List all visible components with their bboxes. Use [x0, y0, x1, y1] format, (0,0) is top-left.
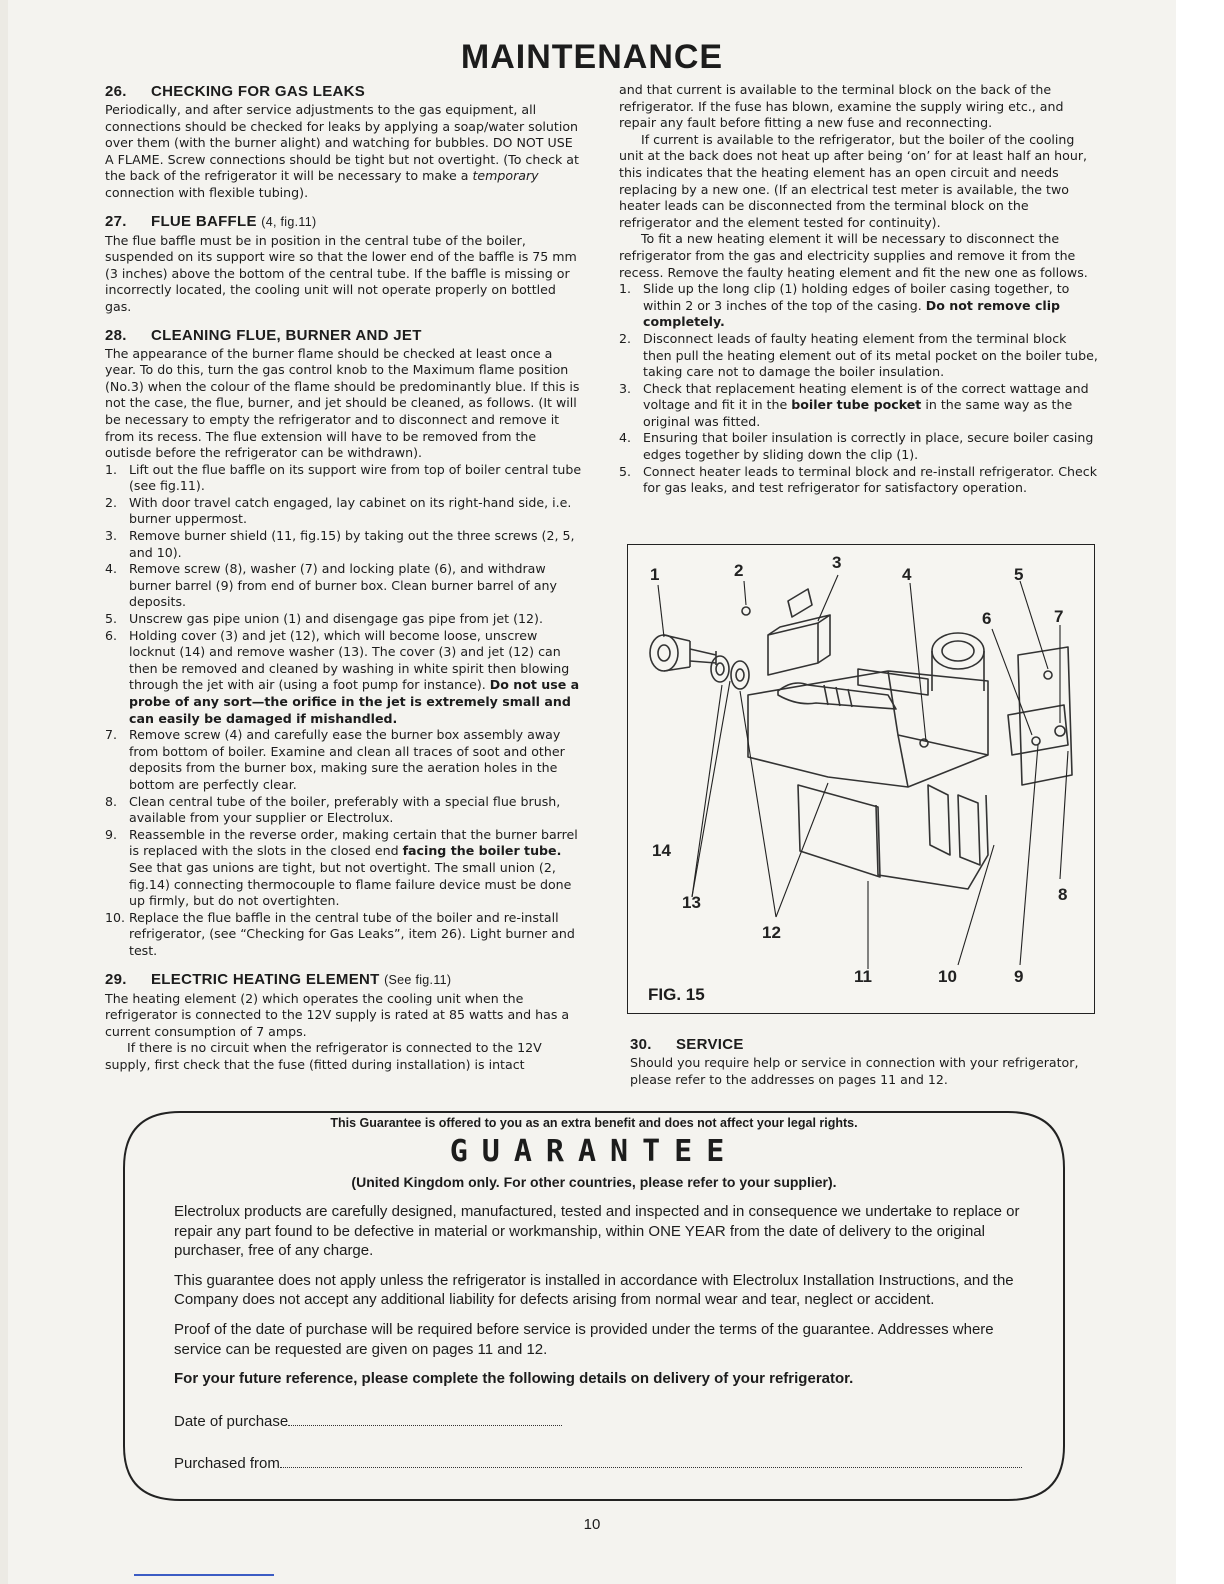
right-column — [619, 82, 1099, 497]
callout-10: 10 — [938, 967, 957, 986]
steps-list — [105, 462, 583, 960]
page-title: MAINTENANCE — [460, 38, 724, 76]
list-item: 3. Check that replacement heating element is of the correct wattage and voltage and fit it in the boiler tube pocket in the same way as the original was fitted. — [619, 380, 1089, 429]
guarantee-paragraph: Proof of the date of purchase will be required before service is provided under the terms of the guarantee. Addresses where service can be requested are given on pages 11 and 12. — [174, 1320, 994, 1358]
section-heading: 26. CHECKING FOR GAS LEAKS — [105, 83, 366, 100]
list-item: 1. Lift out the flue baffle on its support wire from top of boiler central tube (see fig.11). — [105, 461, 582, 494]
section-heading: 28. CLEANING FLUE, BURNER AND JET — [105, 326, 422, 344]
date-of-purchase-label: Date of purchase — [174, 1412, 289, 1430]
guarantee-paragraph: Electrolux products are carefully designed, manufactured, tested and inspected and in consequence we undertake to replace or repair any part found to be defective in material or workmanship, within ONE YEAR from the date of delivery to the original purchaser, free of any charge. — [174, 1203, 1020, 1260]
guarantee-box — [120, 1106, 1068, 1504]
section-text: If there is no circuit when the refrigerator is connected to the 12V supply, first check that the fuse (fitted during installation) is intact — [105, 1040, 542, 1072]
left-column — [105, 82, 583, 1073]
list-item: 2. Disconnect leads of faulty heating element from the terminal block then pull the heating element out of its metal pocket on the boiler tube, taking care not to damage the boiler insulation. — [619, 330, 1098, 380]
list-item: 4. Remove screw (8), washer (7) and locking plate (6), and withdraw burner barrel (9) from end of burner box. Clean burner barrel of any deposits. — [105, 561, 557, 610]
section-heading: 27. FLUE BAFFLE (4, fig.11) — [105, 212, 317, 230]
list-item: 2. With door travel catch engaged, lay cabinet on its right-hand side, i.e. burner uppermost. — [105, 494, 572, 527]
list-item: 5. Unscrew gas pipe union (1) and disengage gas pipe from jet (12). — [105, 611, 543, 627]
section-text: Periodically, and after service adjustments to the gas equipment, all connections should be checked for leaks by applying a soap/water solution over them (with the burner alight) and watching for bubbles. DO NOT USE A FLAME. Screw connections should be tight but not overtight. (To check at the back of the refrigerator it will be necessary to make a temporary connection with flexible tubing). — [105, 102, 579, 200]
callout-7: 7 — [1054, 607, 1064, 626]
manual-page — [8, 0, 1176, 1584]
callout-5: 5 — [1014, 565, 1024, 584]
callout-6: 6 — [982, 609, 992, 628]
section-29 — [105, 970, 583, 1074]
callout-14: 14 — [652, 841, 671, 860]
guarantee-title: GUARANTEE — [449, 1134, 739, 1169]
callout-9: 9 — [1014, 967, 1024, 986]
callout-11: 11 — [854, 967, 872, 986]
purchased-from-field[interactable] — [174, 1453, 1034, 1474]
purchased-from-line[interactable] — [280, 1453, 1022, 1468]
section-26 — [105, 82, 583, 202]
section-text: The heating element (2) which operates the cooling unit when the refrigerator is connected to the 12V supply is rated at 85 watts and has a current consumption of 7 amps. — [105, 990, 570, 1039]
section-27 — [105, 212, 583, 316]
list-item: 3. Remove burner shield (11, fig.15) by taking out the three screws (2, 5, and 10). — [105, 528, 575, 560]
page-number: 10 — [583, 1516, 601, 1533]
section-28 — [105, 326, 583, 960]
date-of-purchase-field[interactable] — [174, 1411, 1034, 1432]
guarantee-instruction: For your future reference, please complete the following details on delivery of your refrigerator. — [174, 1370, 854, 1388]
callout-12: 12 — [762, 923, 781, 942]
section-text: Should you require help or service in connection with your refrigerator, please refer to the addresses on pages 11 and 12. — [630, 1055, 1079, 1087]
section-text: If current is available to the refrigerator, but the boiler of the cooling unit at the back does not heat up after being ‘on’ for at least half an hour, this indicates that the heating element has an open circuit and needs replacing by a new one. (If an electrical test meter is available, the two heater leads can be disconnected from the terminal block on the refrigerator and the element tested for continuity). — [619, 131, 1088, 230]
guarantee-paragraph: This guarantee does not apply unless the refrigerator is installed in accordance with Electrolux Installation Instructions, and the Company does not accept any additional liability for defects arising from normal wear and tear, neglect or accident. — [174, 1271, 1014, 1309]
list-item: 6. Holding cover (3) and jet (12), which will become loose, unscrew locknut (14) and remove washer (13). The cover (3) and jet (12) can then be removed and cleaned by washing in white spirit then blowing through the jet with air (using a foot pump for instance). Do not use a probe of any sort—the orifice in the jet is extremely small and can easily be damaged if mishandled. — [105, 627, 580, 726]
figure-caption: FIG. 15 — [648, 985, 705, 1004]
list-item: 1. Slide up the long clip (1) holding edges of boiler casing together, to within 2 or 3 inches of the top of the casing. Do not remove clip completely. — [619, 281, 1070, 330]
list-item: 10. Replace the flue baffle in the central tube of the boiler and re-install refrigerator, (see “Checking for Gas Leaks”, item 26). Light burner and test. — [105, 909, 575, 958]
list-item: 9. Reassemble in the reverse order, making certain that the burner barrel is replaced with the slots in the closed end facing the boiler tube. See that gas unions are tight, but not overtight. The small union (2, fig.14) connecting thermocouple to flame failure device must be done up firmly, but do not overtighten. — [105, 826, 578, 909]
callout-1: 1 — [650, 565, 660, 584]
scan-mark — [134, 1574, 274, 1576]
callout-3: 3 — [832, 553, 842, 572]
figure-15 — [627, 544, 1095, 1014]
list-item: 4. Ensuring that boiler insulation is correctly in place, secure boiler casing edges together by sliding down the clip (1). — [619, 430, 1094, 463]
section-text: To fit a new heating element it will be necessary to disconnect the refrigerator from the gas and electricity supplies and remove it from the recess. Remove the faulty heating element and fit the new one as follows. — [619, 231, 1088, 280]
steps-list — [619, 281, 1099, 497]
list-item: 7. Remove screw (4) and carefully ease the burner box assembly away from bottom of boiler. Examine and clean all traces of soot and other deposits from the burner box, making sure the aeration holes in the bottom are perfectly clear. — [105, 727, 565, 792]
purchased-from-label: Purchased from — [174, 1455, 280, 1473]
section-text: The flue baffle must be in position in the central tube of the boiler, suspended on its support wire so that the lower end of the baffle is 75 mm (3 inches) above the bottom of the central tube. If the baffle is missing or incorrectly located, the cooling unit will not operate properly on bottled gas. — [105, 232, 577, 314]
burner-assembly-drawing — [628, 545, 1094, 1013]
section-heading: 29. ELECTRIC HEATING ELEMENT (See fig.11) — [105, 970, 452, 988]
list-item: 5. Connect heater leads to terminal block and re-install refrigerator. Check for gas leaks, and test refrigerator for satisfactory operation. — [619, 463, 1097, 496]
callout-8: 8 — [1058, 885, 1068, 904]
section-text: and that current is available to the terminal block on the back of the refrigerator. If the fuse has blown, examine the supply wiring etc., and repair any fault before fitting a new fuse and reconnecting. — [619, 82, 1064, 131]
section-text: The appearance of the burner flame should be checked at least once a year. To do this, turn the gas control knob to the Maximum flame position (No.3) when the colour of the flame should be predominantly blue. If this is not the case, the flue, burner, and jet should be cleaned, as follows. (It will be necessary to empty the refrigerator and to disconnect and remove it from its recess. The flue extension will have to be removed from the outisde before the refrigerator can be withdrawn). — [105, 345, 580, 461]
section-30 — [630, 1035, 1100, 1088]
section-heading: 30. SERVICE — [630, 1036, 744, 1053]
guarantee-subtitle: (United Kingdom only. For other countries, please refer to your supplier). — [351, 1174, 837, 1190]
callout-13: 13 — [682, 893, 701, 912]
guarantee-body — [174, 1202, 1034, 1474]
list-item: 8. Clean central tube of the boiler, preferably with a special flue brush, available from your supplier or Electrolux. — [105, 793, 561, 826]
scan-margin — [1176, 0, 1224, 1584]
date-of-purchase-line[interactable] — [288, 1411, 562, 1426]
callout-2: 2 — [734, 561, 744, 580]
callout-4: 4 — [902, 565, 912, 584]
guarantee-offer: This Guarantee is offered to you as an extra benefit and does not affect your legal rights. — [330, 1116, 858, 1130]
